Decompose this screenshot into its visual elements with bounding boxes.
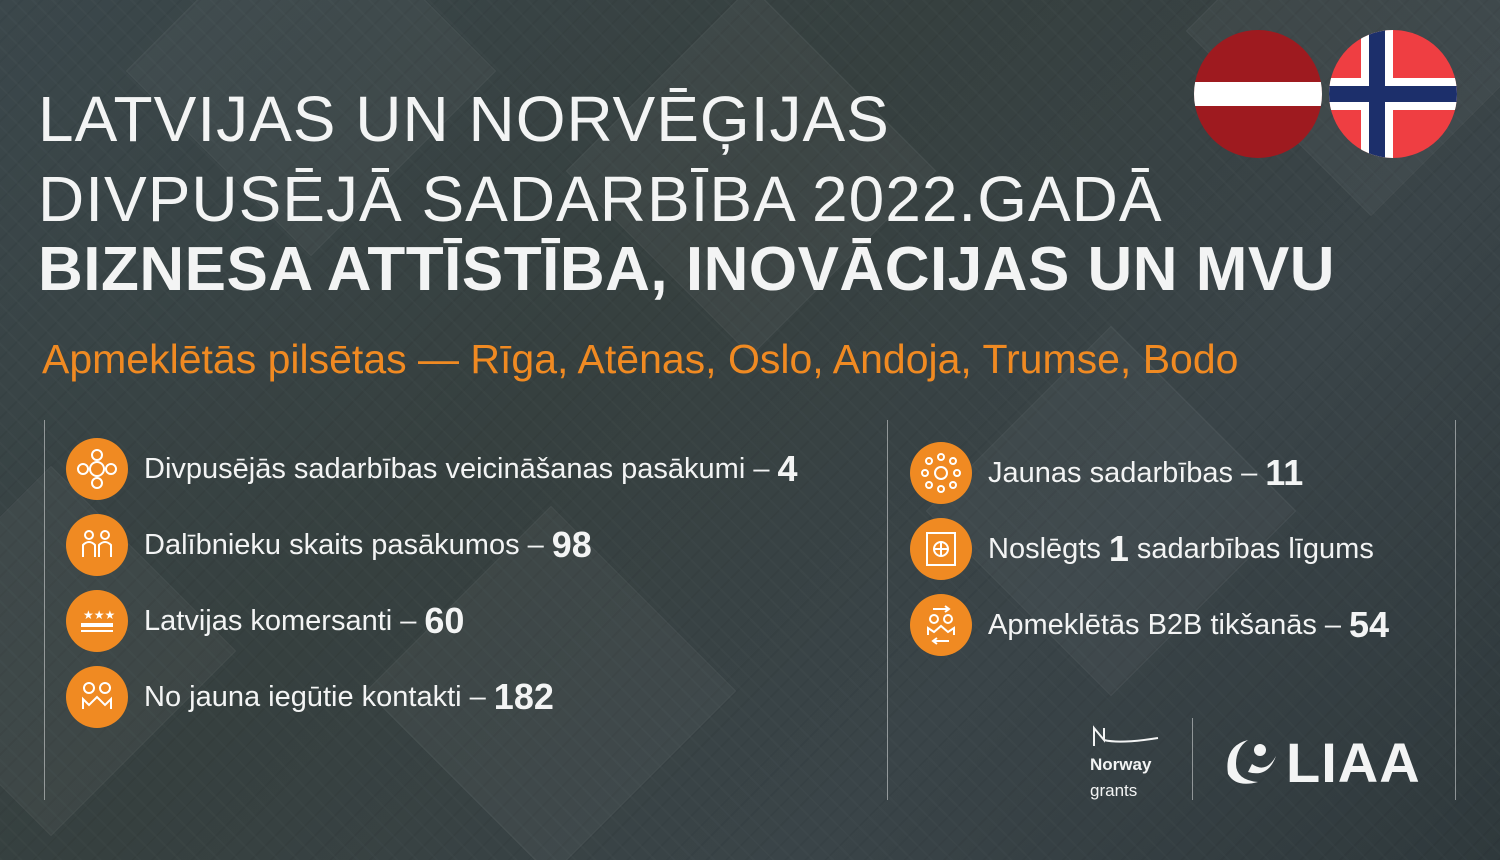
stat-agreements (910, 518, 1374, 580)
stat-label: Jaunas sadarbības – (988, 456, 1258, 489)
latvia-flag-icon (1194, 30, 1322, 158)
stat-events (66, 438, 798, 500)
stat-companies (66, 590, 464, 652)
stat-value: 4 (777, 448, 798, 489)
contract-icon (910, 518, 972, 580)
stat-value: 182 (493, 676, 554, 717)
stat-label: Apmeklētās B2B tikšanās – (988, 608, 1342, 641)
divider-line (1455, 420, 1456, 800)
stat-label-pre: Noslēgts (988, 532, 1101, 565)
title-line-2: DIVPUSĒJĀ SADARBĪBA 2022.GADĀ (38, 163, 1163, 235)
visited-cities-subtitle: Apmeklētās pilsētas — Rīga, Atēnas, Oslo, Andoja, Trumse, Bodo (42, 336, 1239, 382)
divider-line (887, 420, 888, 800)
stat-label: Latvijas komersanti – (144, 604, 417, 637)
norway-grants-line2: grants (1090, 781, 1138, 800)
stat-label: Divpusējās sadarbības veicināšanas pasākumi – (144, 452, 770, 485)
liaa-logo (1218, 730, 1421, 795)
stat-value: 1 (1108, 528, 1129, 569)
people-icon (66, 514, 128, 576)
title-line-1: LATVIJAS UN NORVĒĢIJAS (38, 83, 890, 155)
stat-new-cooperations (910, 442, 1303, 504)
stat-b2b-meetings (910, 594, 1389, 656)
stat-label: No jauna iegūtie kontakti – (144, 680, 486, 713)
norway-grants-mark-icon (1090, 724, 1160, 748)
handshake-circle-icon (66, 438, 128, 500)
contacts-icon (66, 666, 128, 728)
norway-grants-line1: Norway (1090, 755, 1152, 774)
stat-participants (66, 514, 592, 576)
stat-contacts (66, 666, 554, 728)
norway-flag-icon (1329, 30, 1457, 158)
stat-value: 54 (1349, 604, 1390, 645)
network-icon (910, 442, 972, 504)
stat-value: 98 (551, 524, 592, 565)
liaa-swoosh-icon (1218, 734, 1280, 792)
stars-bar-icon (66, 590, 128, 652)
meeting-icon (910, 594, 972, 656)
stat-value: 11 (1265, 452, 1304, 493)
stat-label: Dalībnieku skaits pasākumos – (144, 528, 544, 561)
norway-grants-logo (1090, 724, 1160, 801)
liaa-wordmark: LIAA (1286, 731, 1421, 794)
stat-label-post: sadarbības līgums (1136, 532, 1374, 565)
divider-line (44, 420, 45, 800)
logo-divider-line (1192, 718, 1193, 800)
title-line-3: BIZNESA ATTĪSTĪBA, INOVĀCIJAS UN MVU (38, 235, 1336, 304)
stat-value: 60 (424, 600, 465, 641)
svg-text:★★★: ★★★ (83, 608, 116, 622)
